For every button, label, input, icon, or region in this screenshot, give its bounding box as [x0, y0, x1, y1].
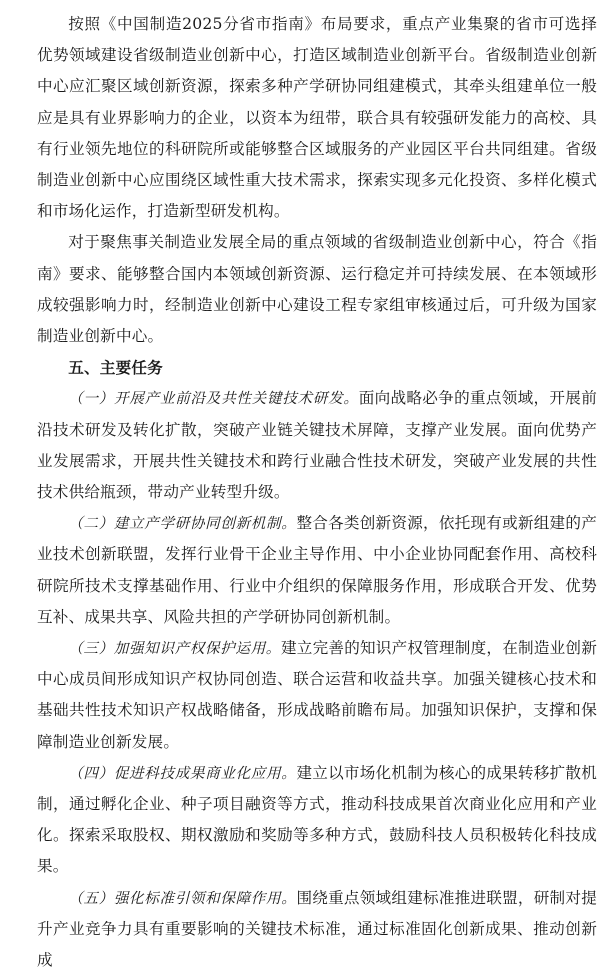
task-lead-1: （一）开展产业前沿及共性关键技术研发。 [68, 390, 359, 408]
task-lead-5: （五）强化标准引领和保障作用。 [68, 889, 297, 907]
section-heading-main-tasks: 五、主要任务 [68, 358, 163, 378]
task-paragraph-2 [37, 508, 597, 633]
task-body-2: 整合各类创新资源，依托现有或新组建的产业技术创新联盟，发挥行业骨干企业主导作用、中小企业协同配套作用、高校科研院所技术支撑基础作用、行业中介组织的保障服务作用，形成联合开发、优势互补、成果共享、风险共担的产学研协同创新机制。 [37, 514, 597, 626]
task-lead-4: （四）促进科技成果商业化应用。 [68, 764, 297, 782]
task-body-3: 建立完善的知识产权管理制度，在制造业创新中心成员间形成知识产权协同创造、联合运营和收益共享。加强关键核心技术和基础共性技术知识产权战略储备，形成战略前瞻布局。加强知识保护，支撑和保障制造业创新发展。 [37, 639, 597, 751]
task-body-1: 面向战略必争的重点领域，开展前沿技术研发及转化扩散，突破产业链关键技术屏障，支撑产业发展。面向优势产业发展需求，开展共性关键技术和跨行业融合性技术研发，突破产业发展的共性技术供给瓶颈，带动产业转型升级。 [37, 389, 597, 502]
task-lead-3: （三）加强知识产权保护运用。 [68, 640, 281, 658]
task-paragraph-5 [37, 883, 597, 976]
task-body-5: 围绕重点领域组建标准推进联盟，研制对提升产业竞争力具有重要影响的关键技术标准，通过标准固化创新成果、推动创新成 [37, 888, 597, 970]
task-lead-2: （二）建立产学研协同创新机制。 [68, 515, 297, 533]
paragraph-provincial-centers: 按照《中国制造2025分省市指南》布局要求，重点产业集聚的省市可选择优势领域建设省级制造业创新中心，打造区域制造业创新平台。省级制造业创新中心应汇聚区域创新资源，探索多种产学研协同组建模式，其牵头组建单位一般应是具有业界影响力的企业，以资本为纽带，联合具有较强研发能力的高校、具有行业领先地位的科研院所或能够整合区域服务的产业园区平台共同组建。省级制造业创新中心应围绕区域性重大技术需求，探索实现多元化投资、多样化模式和市场化运作，打造新型研发机构。 [37, 15, 597, 221]
task-paragraph-3 [37, 633, 597, 758]
paragraph-upgrade-national: 对于聚焦事关制造业发展全局的重点领域的省级制造业创新中心，符合《指南》要求、能够整合国内本领域创新资源、运行稳定并可持续发展、在本领域形成较强影响力时，经制造业创新中心建设工程专家组审核通过后，可升级为国家制造业创新中心。 [37, 233, 597, 346]
document-page [37, 9, 597, 976]
task-paragraph-4 [37, 758, 597, 883]
task-paragraph-1 [37, 383, 597, 508]
task-body-4: 建立以市场化机制为核心的成果转移扩散机制，通过孵化企业、种子项目融资等方式，推动科技成果首次商业化应用和产业化。探索采取股权、期权激励和奖励等多种方式，鼓励科技人员积极转化科技成果。 [37, 763, 597, 876]
